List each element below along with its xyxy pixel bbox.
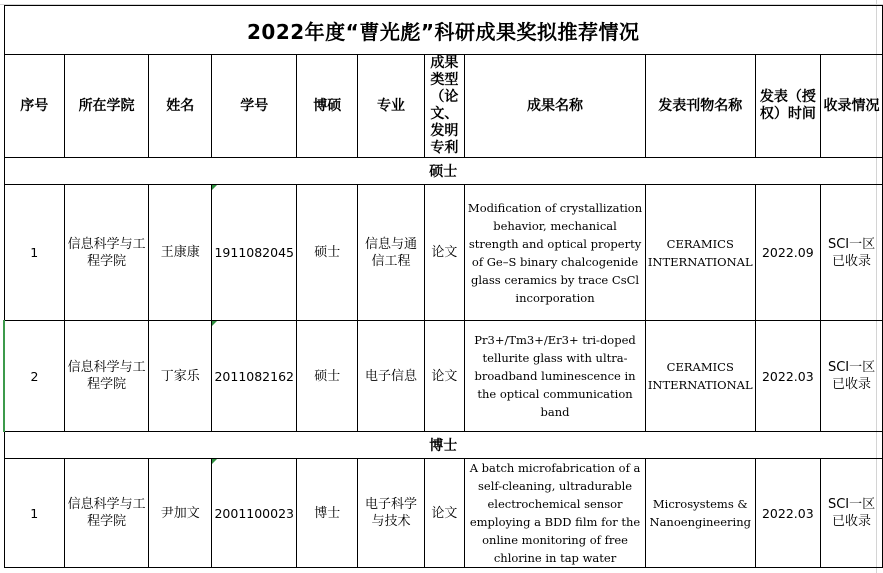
- cell-type[interactable]: 论文: [424, 321, 465, 432]
- cell-student-id[interactable]: [212, 459, 297, 568]
- table-title[interactable]: 2022年度“曹光彪”科研成果奖拟推荐情况: [4, 6, 883, 55]
- section-row-doctor: [4, 432, 883, 459]
- header-journal[interactable]: 发表刊物名称: [645, 55, 755, 158]
- header-major[interactable]: 专业: [358, 55, 424, 158]
- cell-student-id-text: 2001100023: [214, 505, 294, 521]
- cell-title[interactable]: A batch microfabrication of a self-cleaning, ultradurable electrochemical sensor employing a BDD film for the online monitoring of free chlorine in tap water: [465, 459, 646, 568]
- cell-title[interactable]: Modification of crystallization behavior, mechanical strength and optical property of Ge–S binary chalcogenide glass ceramics by trace CsCl incorporation: [465, 185, 646, 321]
- cell-major[interactable]: 电子科学与技术: [358, 459, 424, 568]
- header-indexing[interactable]: 收录情况: [821, 55, 883, 158]
- recommendation-table: [3, 5, 883, 568]
- header-degree[interactable]: 博硕: [297, 55, 358, 158]
- cell-type[interactable]: 论文: [424, 459, 465, 568]
- cell-date[interactable]: 2022.03: [755, 321, 820, 432]
- comment-marker-icon: [212, 459, 217, 464]
- header-name[interactable]: 姓名: [149, 55, 212, 158]
- header-index[interactable]: 序号: [4, 55, 65, 158]
- cell-indexing[interactable]: SCI一区已收录: [821, 185, 883, 321]
- cell-journal[interactable]: CERAMICS INTERNATIONAL: [645, 321, 755, 432]
- comment-marker-icon: [212, 185, 217, 190]
- table-row: [4, 459, 883, 568]
- cell-student-id-text: 2011082162: [214, 368, 294, 384]
- cell-major[interactable]: 电子信息: [358, 321, 424, 432]
- cell-degree[interactable]: 博士: [297, 459, 358, 568]
- cell-journal[interactable]: Microsystems & Nanoengineering: [645, 459, 755, 568]
- header-type[interactable]: 成果类型（论文、发明专利: [424, 55, 465, 158]
- cell-name[interactable]: 王康康: [149, 185, 212, 321]
- header-college[interactable]: 所在学院: [65, 55, 149, 158]
- cell-student-id[interactable]: [212, 321, 297, 432]
- cell-title[interactable]: Pr3+/Tm3+/Er3+ tri-doped tellurite glass with ultra-broadband luminescence in the optical communication band: [465, 321, 646, 432]
- cell-student-id[interactable]: [212, 185, 297, 321]
- cell-major[interactable]: 信息与通信工程: [358, 185, 424, 321]
- cell-journal[interactable]: CERAMICS INTERNATIONAL: [645, 185, 755, 321]
- cell-degree[interactable]: 硕士: [297, 321, 358, 432]
- header-student-id[interactable]: 学号: [212, 55, 297, 158]
- cell-date[interactable]: 2022.03: [755, 459, 820, 568]
- cell-indexing[interactable]: SCI一区已收录: [821, 321, 883, 432]
- cell-college[interactable]: 信息科学与工程学院: [65, 459, 149, 568]
- cell-index[interactable]: 1: [4, 185, 65, 321]
- cell-college[interactable]: 信息科学与工程学院: [65, 185, 149, 321]
- table-row: [4, 321, 883, 432]
- section-label-master[interactable]: 硕士: [4, 158, 883, 185]
- section-label-doctor[interactable]: 博士: [4, 432, 883, 459]
- cell-name[interactable]: 丁家乐: [149, 321, 212, 432]
- cell-type[interactable]: 论文: [424, 185, 465, 321]
- cell-student-id-text: 1911082045: [214, 245, 294, 260]
- section-row-master: [4, 158, 883, 185]
- cell-college[interactable]: 信息科学与工程学院: [65, 321, 149, 432]
- table-row: [4, 185, 883, 321]
- header-row: [4, 55, 883, 158]
- cell-degree[interactable]: 硕士: [297, 185, 358, 321]
- cell-indexing[interactable]: SCI一区已收录: [821, 459, 883, 568]
- comment-marker-icon: [212, 321, 217, 326]
- cell-index[interactable]: 1: [4, 459, 65, 568]
- header-date[interactable]: 发表（授权）时间: [755, 55, 820, 158]
- header-title[interactable]: 成果名称: [465, 55, 646, 158]
- cell-name[interactable]: 尹加文: [149, 459, 212, 568]
- cell-index[interactable]: 2: [4, 321, 65, 432]
- cell-date[interactable]: 2022.09: [755, 185, 820, 321]
